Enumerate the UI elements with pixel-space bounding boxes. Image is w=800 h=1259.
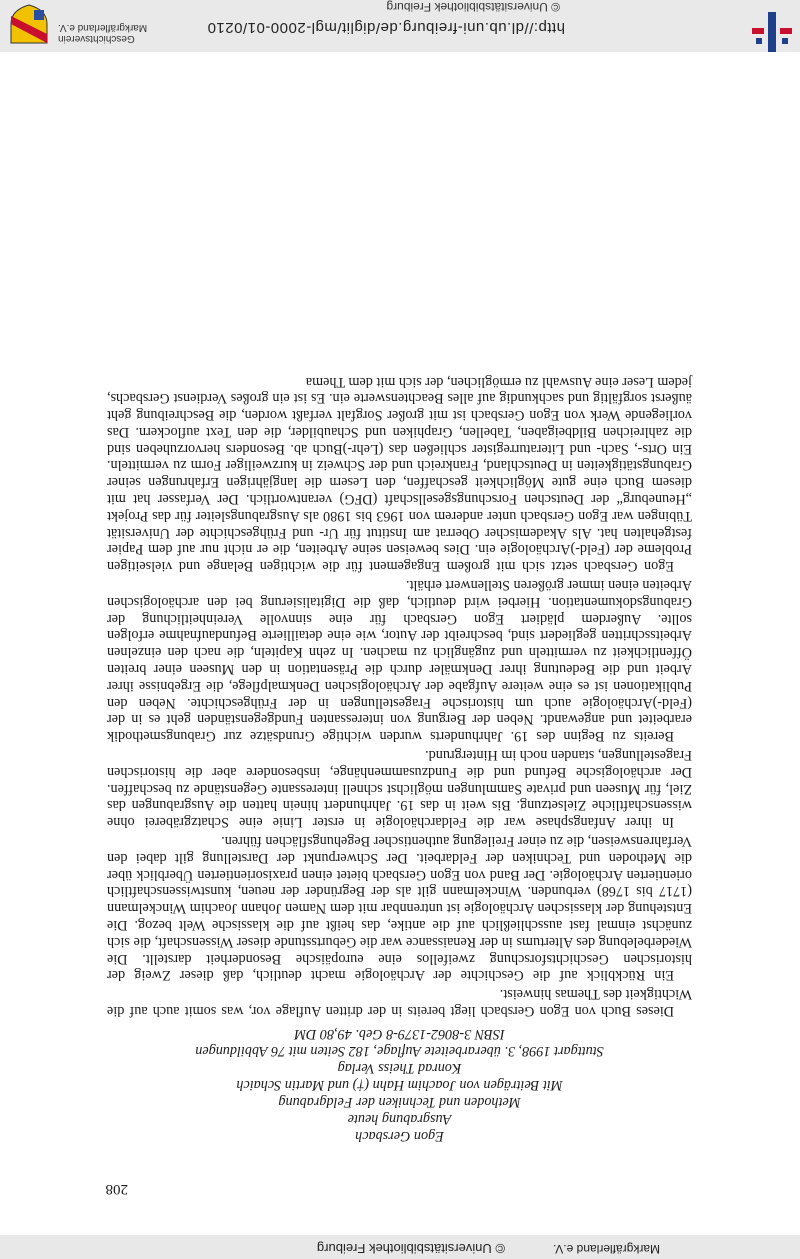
- review-text: [107, 371, 692, 1144]
- paragraph: In ihrer Anfangsphase war die Feldarchäologie in erster Linie eine Schatzgräberei ohne wissenschaftliche Zielsetzung. Bis weit in das 19. Jahrhundert hinein hatten die Ausgrabungen das Ziel, für Museen und private Sammlungen möglichst schnell interessante Gegenstände zu beschaffen. Der archäologische Befund und die Fundzusammenhänge, insbesondere aber die historischen Fragestellungen, standen noch im Hintergrund.: [107, 747, 692, 831]
- book-contributors: Mit Beiträgen von Joachim Hahn (†) und Martin Schaich: [236, 1077, 563, 1093]
- book-isbn: ISBN 3-8062-1379-8 Geb. 49,80 DM: [294, 1026, 505, 1042]
- footer-association: Markgräflerland e.V.: [553, 1242, 660, 1256]
- book-header: [107, 1025, 692, 1144]
- association-name: Geschichtsverein Markgräflerland e.V.: [58, 22, 148, 44]
- footer-copyright: © Universitätsbibliothek Freiburg: [316, 1241, 505, 1256]
- paragraph: Egon Gersbach setzt sich mit großem Engagement für die wichtigen Belange und vielseitigen Probleme der (Feld-)Archäologie ein. Dies beweisen seine Arbeiten, die er nicht nur auf dem Papier festgehalten hat. Als Akademischer Oberrat am Institut für Ur- und Frühgeschichte der Universität Tübingen war Egon Gersbach unter anderem von 1963 bis 1980 als Ausgrabungsleiter für das Projekt „Heuneburg“ der Deutschen Forschungsgesellschaft (DFG) verantwortlich. Der Verfasser hat mit diesem Buch eine gute Möglichkeit geschaffen, den Lesern die langjährigen Erfahrungen seiner Grabungstätigkeiten in Deutschland, Frankreich und der Schweiz in kurzweiliger Form zu vermitteln. Ein Orts-, Sach- und Literaturregister schließen das (Lehr-)Buch ab. Besonders hervorzuheben sind die zahlreichen Bildbeigaben, Tabellen, Graphiken und Schaubilder, die den Text auflockern. Das vorliegende Werk von Egon Gersbach ist mit großer Sorgfalt verfaßt worden, die Beschreibung geht äußerst sorgfältig und sachkundig auf alles Beachtenswerte ein. Es ist ein großes Verdienst Gersbachs, jedem Leser eine Auswahl zu ermöglichen, der sich mit dem Thema: [107, 373, 692, 575]
- paragraph: Ein Rückblick auf die Geschichte der Archäologie macht deutlich, daß dieser Zweig der historischen Geschichtsforschung zweifellos eine europäische Besonderheit darstellt. Die Wiederbelebung des Altertums in der Renaissance war die Geburtsstunde dieser Wissenschaft, die sich zunächst einmal fast ausschließlich auf die antike, das heißt auf die klassische Welt bezog. Die Entstehung der klassischen Archäologie ist untrennbar mit dem Namen Johann Joachim Winckelmann (1717 bis 1768) verbunden. Winckelmann gilt als der Begründer der neuen, kunstwissenschaftlich orientierten Archäologie. Der Band von Egon Gersbach bietet einen praxisorientierten Überblick über die Methoden und Techniken der Feldarbeit. Der Schwerpunkt der Darstellung gilt dabei den Verfahrensweisen, die zu einer Freilegung authentischer Begehungsflächen führen.: [107, 833, 692, 984]
- book-author: Egon Gersbach: [355, 1128, 444, 1144]
- university-library-logo-icon: [752, 8, 792, 52]
- book-subtitle: Methoden und Techniken der Feldgrabung: [278, 1094, 521, 1110]
- book-title: Ausgrabung heute: [347, 1111, 452, 1127]
- association-crest-icon: [8, 4, 50, 46]
- page-number: 208: [105, 1181, 128, 1197]
- source-url[interactable]: http://dl.ub.uni-freiburg.de/diglit/mgl-2000-01/0210: [207, 19, 565, 36]
- paragraph: Bereits zu Beginn des 19. Jahrhunderts wurden wichtige Grundsätze zur Grabungsmethodik erarbeitet und angewandt. Neben der Bergung von interessanten Fundgegenständen geht es in der (Feld-)Archäologie auch um historische Fragestellungen in der Frühgeschichte. Neben den Publikationen ist es eine weitere Aufgabe der Archäologischen Denkmalpflege, die Ergebnisse ihrer Arbeit und die Bedeutung ihrer Denkmäler durch die Präsentation in den Museen einer breiten Öffentlichkeit zu vermitteln und zugänglich zu machen. In zehn Kapiteln, die nach den einzelnen Arbeitsschritten gegliedert sind, beschreibt der Autor, wie eine detaillierte Befundaufnahme erfolgen sollte. Außerdem plädiert Egon Gersbach für eine sinnvolle Vereinheitlichung der Grabungsdokumentation. Hierbei wird deutlich, daß die Digitalisierung bei den archäologischen Arbeiten einen immer größeren Stellenwert erhält.: [107, 577, 692, 745]
- book-edition: Stuttgart 1998, 3. überarbeitete Auflage, 182 Seiten mit 76 Abbildungen: [195, 1043, 604, 1059]
- header-strip: [0, 0, 800, 52]
- paragraph: Dieses Buch von Egon Gersbach liegt bereits in der dritten Auflage vor, was somit auch auf die Wichtigkeit des Themas hinweist.: [107, 986, 692, 1019]
- header-copyright: © Universitätsbibliothek Freiburg: [386, 0, 560, 14]
- footer-strip: [0, 1235, 800, 1259]
- book-publisher: Konrad Theiss Verlag: [337, 1060, 462, 1076]
